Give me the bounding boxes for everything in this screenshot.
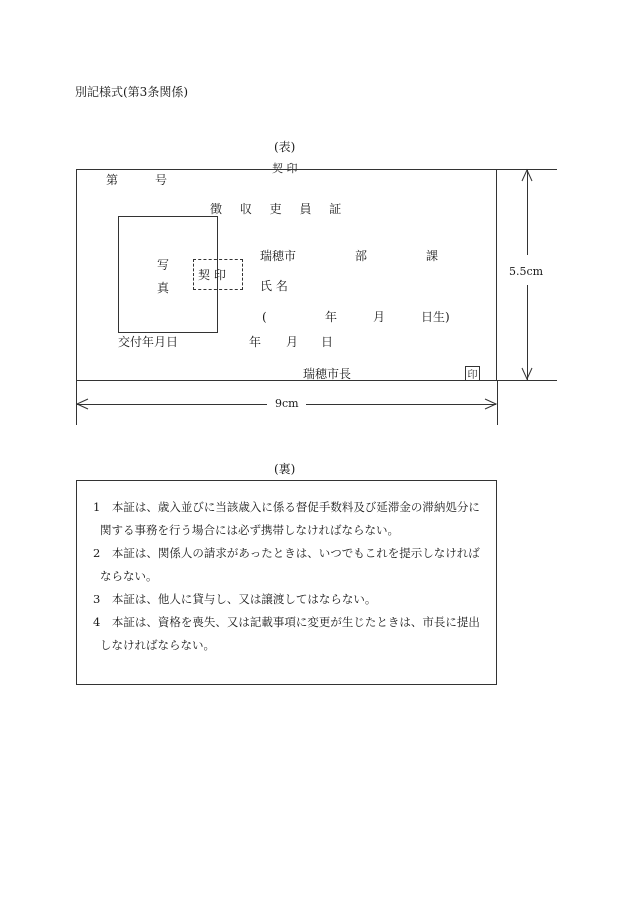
city-label: 瑞穂市 <box>260 249 297 263</box>
width-dimension-label: 9cm <box>275 397 299 410</box>
note-line: 1 本証は、歳入並びに当該歳入に係る督促手数料及び延滞金の滞納処分に <box>93 500 480 514</box>
birth-year: 年 <box>325 310 338 324</box>
note-line: 関する事務を行う場合には必ず携帯しなければならない。 <box>100 523 399 537</box>
birth-day: 日生) <box>421 310 450 324</box>
issue-month: 月 <box>286 335 299 349</box>
card-title: 徴 収 吏 員 証 <box>210 202 342 216</box>
front-label: (表) <box>274 140 296 154</box>
note-line: 3 本証は、他人に貸与し、又は譲渡してはならない。 <box>93 592 377 606</box>
mayor-label: 瑞穂市長 <box>303 367 352 381</box>
seal-inner-text: 契 印 <box>198 268 226 282</box>
seal-top-text: 契 印 <box>272 162 298 175</box>
photo-label-1: 写 <box>157 258 170 272</box>
number-label: 第 <box>106 173 119 187</box>
department-label: 部 <box>355 249 368 263</box>
birth-open: ( <box>262 310 267 324</box>
photo-label-2: 真 <box>157 281 170 295</box>
name-label: 氏 名 <box>260 279 288 293</box>
note-line: 2 本証は、関係人の請求があったときは、いつでもこれを提示しなければ <box>93 546 480 560</box>
height-dimension-label: 5.5cm <box>509 265 544 278</box>
document-heading: 別記様式(第3条関係) <box>75 85 188 99</box>
number-suffix: 号 <box>155 173 168 187</box>
note-line: 4 本証は、資格を喪失、又は記載事項に変更が生じたときは、市長に提出 <box>93 615 480 629</box>
issue-day: 日 <box>321 335 334 349</box>
issue-date-label: 交付年月日 <box>118 335 179 349</box>
back-label: (裏) <box>274 462 296 476</box>
mayor-seal-stamp: 印 <box>465 366 480 381</box>
section-label: 課 <box>426 249 439 263</box>
birth-month: 月 <box>373 310 386 324</box>
note-line: しなければならない。 <box>100 638 215 652</box>
note-line: ならない。 <box>100 569 158 583</box>
issue-year: 年 <box>249 335 262 349</box>
